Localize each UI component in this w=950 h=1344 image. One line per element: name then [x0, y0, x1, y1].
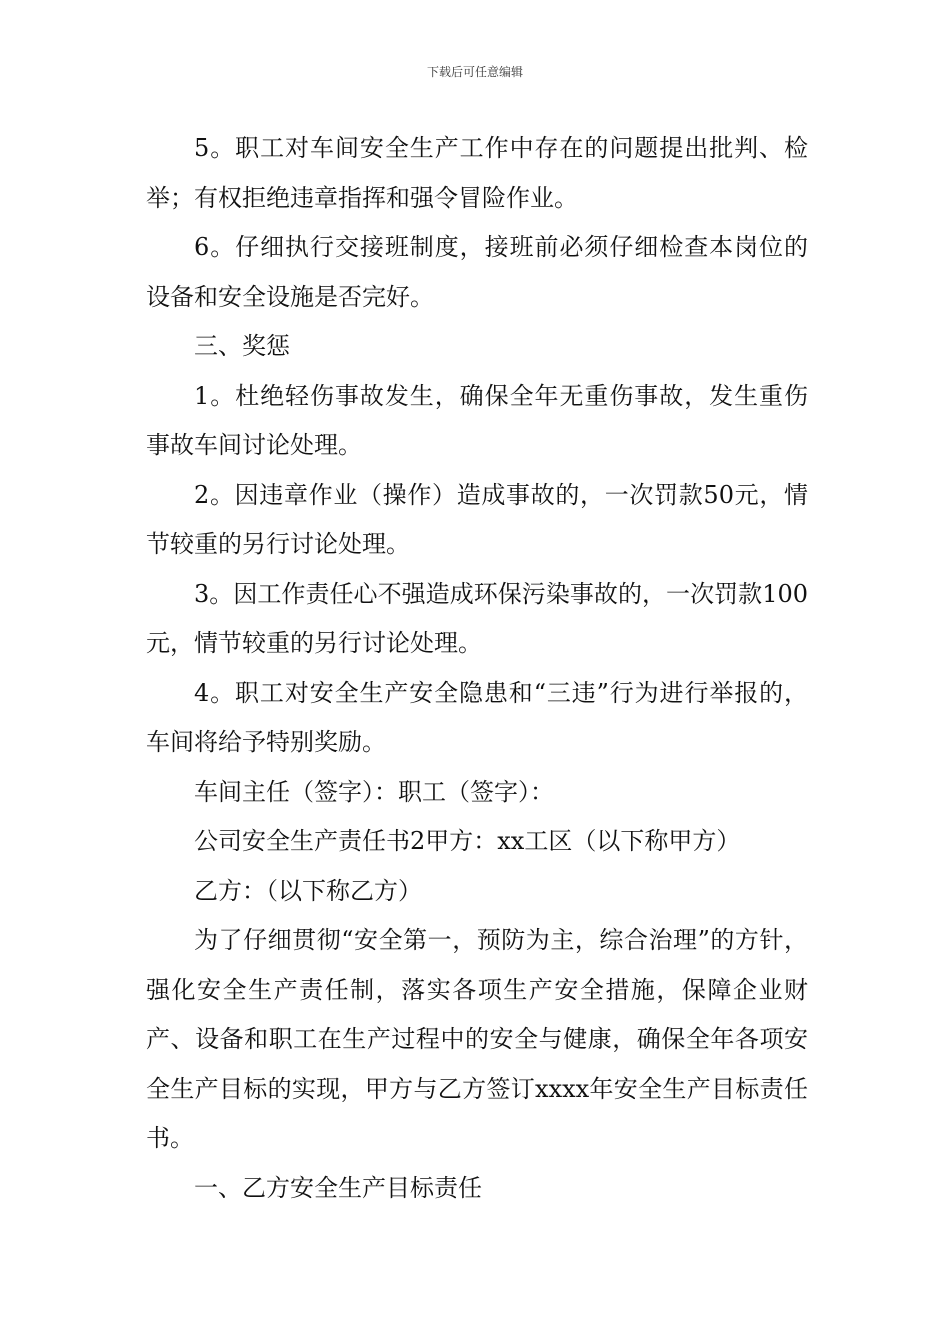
- section-heading-rewards-penalties: 三、奖惩: [194, 332, 290, 360]
- paragraph-purpose: 为了仔细贯彻“安全第一，预防为主，综合治理”的方针，强化安全生产责任制，落实各项生产安全措施，保障企业财产、设备和职工在生产过程中的安全与健康，确保全年各项安全生产目标的实现，甲方与乙方签订xxxx年安全生产目标责任书。: [146, 926, 808, 1152]
- signature-line: 车间主任（签字）：职工（签字）：: [194, 777, 554, 806]
- paragraph-reward-3: 3。因工作责任心不强造成环保污染事故的，一次罚款100元，情节较重的另行讨论处理。: [146, 579, 808, 657]
- section-heading-party-b-goals: 一、乙方安全生产目标责任: [194, 1173, 482, 1202]
- party-b-line: 乙方：（以下称乙方）: [194, 876, 422, 905]
- document-body: [146, 124, 808, 1213]
- paragraph-item-5: 5。职工对车间安全生产工作中存在的问题提出批判、检举；有权拒绝违章指挥和强令冒险作业。: [146, 134, 808, 212]
- paragraph-reward-1: 1。杜绝轻伤事故发生，确保全年无重伤事故，发生重伤事故车间讨论处理。: [146, 381, 808, 459]
- page-header-note: 下载后可任意编辑: [426, 65, 523, 79]
- paragraph-item-6: 6。仔细执行交接班制度，接班前必须仔细检查本岗位的设备和安全设施是否完好。: [146, 233, 808, 311]
- paragraph-reward-2: 2。因违章作业（操作）造成事故的，一次罚款50元，情节较重的另行讨论处理。: [146, 480, 808, 558]
- paragraph-reward-4: 4。职工对安全生产安全隐患和“三违”行为进行举报的，车间将给予特别奖励。: [146, 678, 808, 756]
- party-a-line: 公司安全生产责任书2甲方：xx工区（以下称甲方）: [194, 827, 741, 855]
